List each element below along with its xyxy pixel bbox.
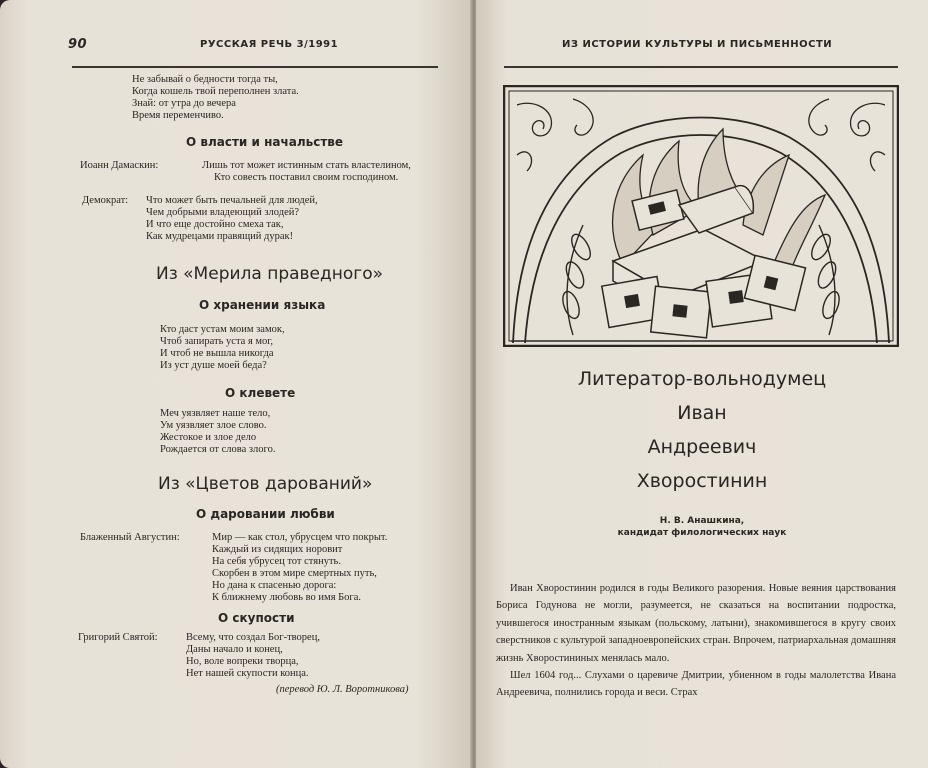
verse-line: И чтоб не вышла никогда xyxy=(160,348,274,359)
running-head-right: ИЗ ИСТОРИИ КУЛЬТУРЫ И ПИСЬМЕННОСТИ xyxy=(562,39,833,50)
verse-line: Лишь тот может истинным стать властелином, xyxy=(202,160,411,171)
subsection-title: Из «Цветов дарований» xyxy=(158,474,373,494)
verse-line: Когда кошель твой переполнен злата. xyxy=(132,86,299,97)
verse-line: Кто даст устам моим замок, xyxy=(160,324,285,335)
verse-line: Не забывай о бедности тогда ты, xyxy=(132,74,278,85)
speaker: Григорий Святой: xyxy=(78,632,158,643)
body-paragraph: Иван Хворостинин родился в годы Великого разорения. Новые веяния царствования Бориса Годунова не могли, разумеется, не сказаться на воспитании подростка, учившегося иностранным языкам (польскому, латыни), знакомившегося в кругу своих сверстников с культурой западноевропейских стран. Впрочем, патриархальная домашняя жизнь Хворостининых менялась мало. xyxy=(496,583,896,664)
verse-line: Всему, что создал Бог-творец, xyxy=(186,632,320,643)
header-rule-right xyxy=(504,66,898,68)
speaker: Блаженный Августин: xyxy=(80,532,180,543)
verse-line: Ум уязвляет злое слово. xyxy=(160,420,267,431)
author-title: кандидат филологических наук xyxy=(617,528,787,538)
verse-line: И что еще достойно смеха так, xyxy=(146,219,284,230)
verse-line: Чтоб запирать уста я мог, xyxy=(160,336,274,347)
verse-line: Скорбен в этом мире смертных путь, xyxy=(212,568,377,579)
header-rule-left xyxy=(72,66,438,68)
woodcut-ornament xyxy=(503,85,899,347)
section-heading: О клевете xyxy=(225,386,296,400)
verse-line: Но дана к спасенью дорога: xyxy=(212,580,337,591)
verse-line: Чем добрыми владеющий злодей? xyxy=(146,207,300,218)
verse-line: Из уст душе моей беда? xyxy=(160,360,267,371)
speaker: Иоанн Дамаскин: xyxy=(80,160,159,171)
verse-line: Меч уязвляет наше тело, xyxy=(160,408,271,419)
verse-line: Кто совесть поставил своим господином. xyxy=(214,172,399,183)
section-heading: О скупости xyxy=(218,611,295,625)
article-title-line3: Андреевич xyxy=(647,436,757,458)
body-paragraph: Шел 1604 год... Слухами о царевиче Дмитрии, убиенном в годы малолетства Ивана Андреевича, полнились города и веси. Страх xyxy=(496,670,896,699)
section-heading: О хранении языка xyxy=(199,298,326,312)
page-number: 90 xyxy=(68,37,88,52)
verse-line: Даны начало и конец, xyxy=(186,644,283,655)
section-heading: О даровании любви xyxy=(196,507,335,521)
verse-line: На себя убрусец тот стянуть. xyxy=(212,556,341,567)
verse-line: Каждый из сидящих норовит xyxy=(212,544,343,555)
verse-line: Нет нашей скупости конца. xyxy=(186,668,309,679)
verse-line: Рождается от слова злого. xyxy=(160,444,276,455)
verse-line: Но, воле вопреки творца, xyxy=(186,656,299,667)
article-title-line4: Хворостинин xyxy=(636,470,768,492)
translator-credit: (перевод Ю. Л. Воротникова) xyxy=(276,684,409,695)
verse-line: Что может быть печальней для людей, xyxy=(146,195,318,206)
article-title-line1: Литератор-вольнодумец xyxy=(577,368,827,390)
author-name: Н. В. Анашкина, xyxy=(659,516,745,526)
speaker: Демократ: xyxy=(82,195,129,206)
subsection-title: Из «Мерила праведного» xyxy=(156,264,384,284)
verse-line: Знай: от утра до вечера xyxy=(132,98,236,109)
verse-line: Жестокое и злое дело xyxy=(160,432,257,443)
verse-line: Мир — как стол, убрусцем что покрыт. xyxy=(212,532,388,543)
right-page xyxy=(476,0,928,768)
verse-line: Время переменчиво. xyxy=(132,110,224,121)
verse-line: Как мудрецами правящий дурак! xyxy=(146,231,294,242)
running-head-left: РУССКАЯ РЕЧЬ 3/1991 xyxy=(200,39,339,50)
verse-line: К ближнему любовь во имя Бога. xyxy=(212,592,362,603)
article-title-line2: Иван xyxy=(677,402,727,424)
article-body xyxy=(496,580,896,702)
section-heading: О власти и начальстве xyxy=(186,135,344,149)
